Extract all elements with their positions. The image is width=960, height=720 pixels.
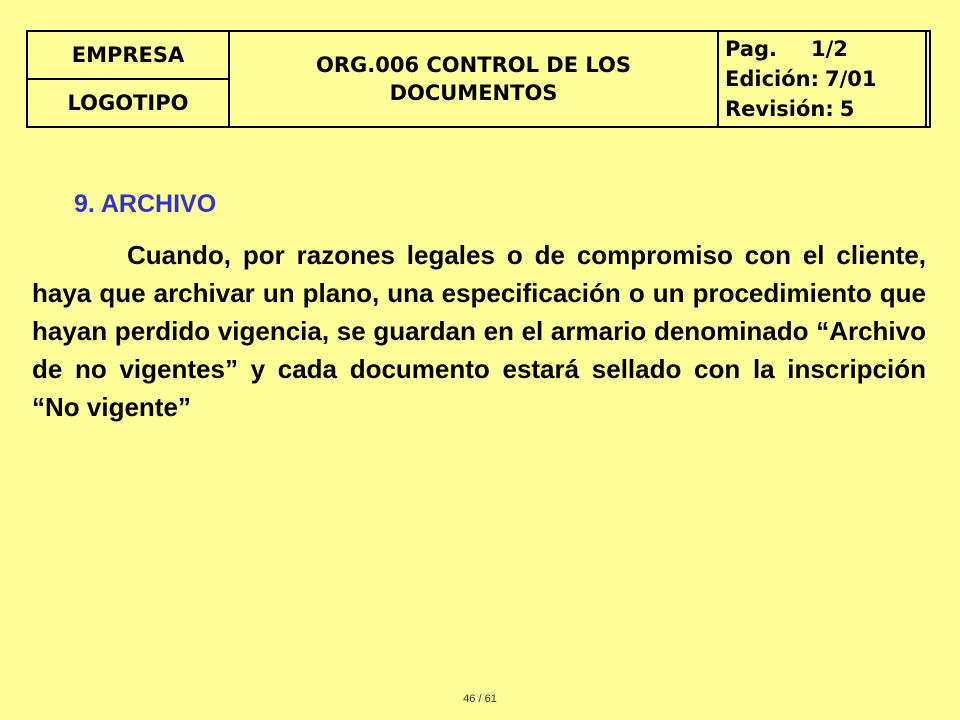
slide-number: 46 / 61 bbox=[463, 693, 497, 705]
document-title-line-1: ORG.006 CONTROL DE LOS bbox=[316, 53, 631, 77]
revision-value: 5 bbox=[839, 97, 855, 121]
page-label: Pag. bbox=[725, 37, 778, 61]
section-body-text: Cuando, por razones legales o de compromiso con el cliente, haya que archivar un plano, una especificación o un procedimiento que hayan perdido vigencia, se guardan en el armario denominado “Archivo de no vigentes” y cada documento estará sellado con la inscripción “No vigente” bbox=[32, 240, 926, 422]
company-name-cell: EMPRESA bbox=[28, 32, 228, 80]
page-info-row bbox=[725, 34, 929, 64]
revision-info-row bbox=[725, 94, 929, 124]
revision-label: Revisión: bbox=[725, 97, 834, 121]
edition-value: 7/01 bbox=[825, 67, 877, 91]
edition-info-row bbox=[725, 64, 929, 94]
logo-placeholder-cell: LOGOTIPO bbox=[67, 91, 189, 115]
document-title-line-2: DOCUMENTOS bbox=[389, 81, 558, 105]
section-heading: 9. ARCHIVO bbox=[74, 190, 217, 218]
edition-label: Edición: bbox=[725, 67, 819, 91]
page-value: 1/2 bbox=[811, 37, 848, 61]
document-header-table bbox=[26, 30, 931, 128]
document-meta-cell bbox=[719, 32, 929, 126]
document-title-cell bbox=[230, 32, 719, 126]
header-left-column bbox=[28, 32, 230, 126]
